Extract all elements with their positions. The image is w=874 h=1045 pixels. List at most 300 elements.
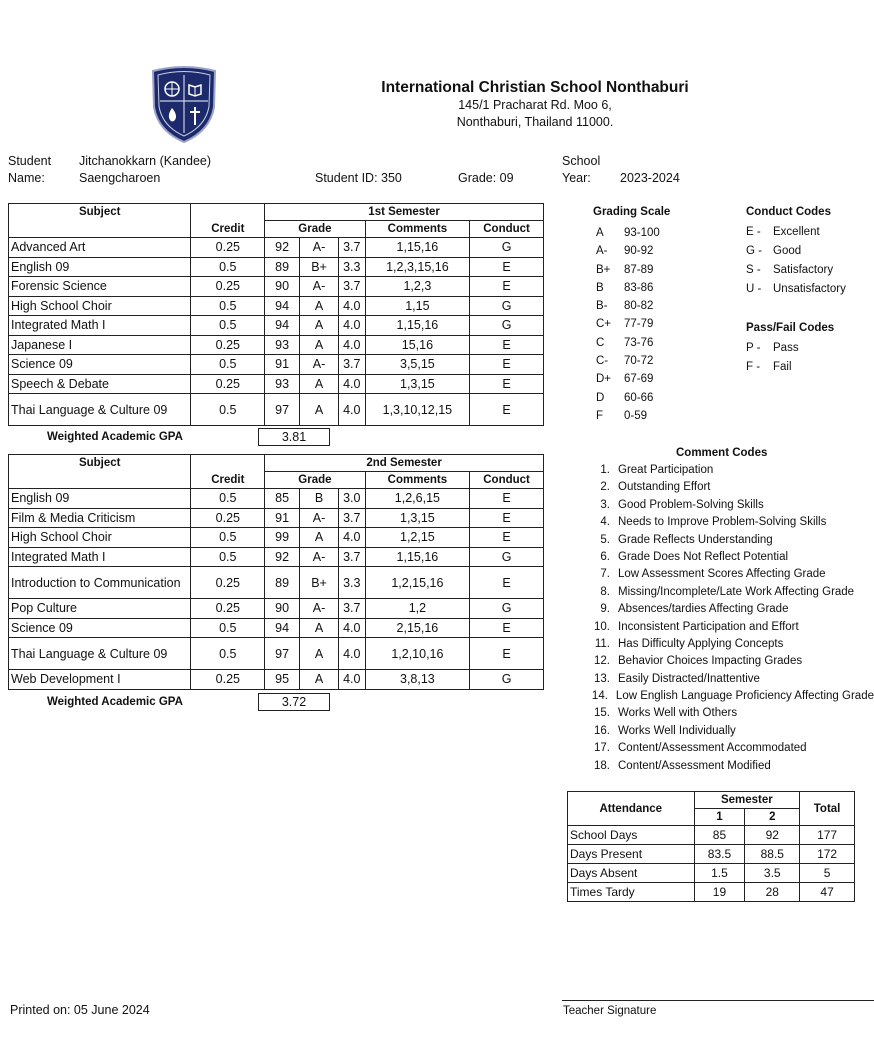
grade-letter: C- (596, 355, 609, 368)
comments-cell: 1,3,10,12,15 (365, 394, 470, 426)
grade-points-cell: 4.0 (338, 296, 365, 316)
comment-code-number: 9. (600, 603, 610, 616)
attendance-sem2: 3.5 (745, 864, 800, 883)
subject-cell: Advanced Art (9, 238, 191, 258)
credit-cell: 0.5 (191, 296, 265, 316)
teacher-signature-label: Teacher Signature (563, 1005, 657, 1017)
conduct-code: S - (746, 264, 761, 276)
comment-code-text: Low English Language Proficiency Affecting Grade (615, 690, 874, 703)
comments-cell: 1,2,10,16 (365, 638, 470, 670)
grade-points-cell: 4.0 (338, 394, 365, 426)
grading-scale-item (596, 352, 660, 370)
grading-scale-item (596, 261, 660, 279)
comment-code-number: 7. (600, 568, 610, 581)
sem2-comments-header: Comments (365, 472, 470, 489)
conduct-code-label: Unsatisfactory (773, 283, 846, 295)
comments-cell: 15,16 (365, 335, 470, 355)
attendance-label: School Days (568, 826, 695, 845)
table-row (9, 335, 544, 355)
grade-range: 80-82 (624, 300, 654, 313)
table-row (9, 238, 544, 258)
conduct-cell: E (470, 277, 544, 297)
grade-range: 93-100 (624, 227, 660, 239)
letter-grade-cell: A- (300, 508, 339, 528)
credit-cell: 0.5 (191, 316, 265, 336)
credit-cell: 0.5 (191, 528, 265, 548)
attendance-title: Attendance (568, 792, 695, 826)
sem2-gpa-value: 3.72 (258, 693, 330, 711)
grade-points-cell: 3.7 (338, 238, 365, 258)
comment-code-text: Behavior Choices Impacting Grades (618, 655, 803, 668)
score-cell: 92 (265, 238, 300, 258)
pass-fail-label: Pass (773, 342, 799, 354)
attendance-row (568, 883, 855, 902)
comment-code-text: Grade Does Not Reflect Potential (618, 550, 789, 563)
grade-letter: B (596, 281, 604, 294)
sem2-subject-header: Subject (9, 455, 191, 489)
comment-code-number: 13. (594, 672, 610, 685)
comment-code-number: 6. (600, 550, 610, 563)
comments-cell: 3,8,13 (365, 670, 470, 690)
comments-cell: 1,15 (365, 296, 470, 316)
score-cell: 97 (265, 638, 300, 670)
letter-grade-cell: A (300, 670, 339, 690)
letter-grade-cell: A (300, 394, 339, 426)
conduct-cell: E (470, 374, 544, 394)
student-label-line1: Student (8, 154, 52, 168)
pass-fail-code: P - (746, 342, 761, 354)
credit-cell: 0.25 (191, 374, 265, 394)
subject-cell: Pop Culture (9, 599, 191, 619)
subject-cell: Introduction to Communication (9, 567, 191, 599)
comments-cell: 1,15,16 (365, 316, 470, 336)
school-year-label-line2: Year: (562, 171, 591, 185)
student-grade: Grade: 09 (458, 171, 514, 185)
subject-cell: Speech & Debate (9, 374, 191, 394)
conduct-cell: E (470, 528, 544, 548)
letter-grade-cell: A- (300, 238, 339, 258)
attendance-rows (568, 826, 855, 902)
signature-line (562, 1000, 874, 1001)
attendance-label: Days Absent (568, 864, 695, 883)
grading-scale-item (596, 407, 660, 425)
score-cell: 91 (265, 508, 300, 528)
credit-cell: 0.5 (191, 638, 265, 670)
grade-range: 70-72 (624, 355, 654, 368)
comments-cell: 1,2,15 (365, 528, 470, 548)
sem2-conduct-header: Conduct (470, 472, 544, 489)
conduct-cell: G (470, 670, 544, 690)
conduct-cell: E (470, 257, 544, 277)
subject-cell: Thai Language & Culture 09 (9, 394, 191, 426)
table-row (9, 670, 544, 690)
comments-cell: 3,5,15 (365, 355, 470, 375)
grade-points-cell: 3.0 (338, 489, 365, 509)
subject-cell: High School Choir (9, 528, 191, 548)
letter-grade-cell: B+ (300, 257, 339, 277)
attendance-label: Days Present (568, 845, 695, 864)
letter-grade-cell: A- (300, 599, 339, 619)
comment-code-item (584, 584, 874, 601)
conduct-code-item (746, 223, 846, 242)
sem1-subject-header: Subject (9, 204, 191, 238)
comment-codes-title: Comment Codes (676, 447, 768, 459)
table-row (9, 599, 544, 619)
school-address-line2: Nonthaburi, Thailand 11000. (456, 115, 614, 129)
comment-code-number: 11. (594, 637, 610, 650)
sem2-grade-header: Grade (265, 472, 365, 489)
table-row (9, 638, 544, 670)
conduct-codes-list (746, 223, 846, 299)
comment-code-text: Content/Assessment Modified (618, 759, 771, 772)
attendance-total: 47 (800, 883, 855, 902)
conduct-code-item (746, 242, 846, 261)
score-cell: 97 (265, 394, 300, 426)
grade-range: 67-69 (624, 373, 654, 386)
comment-code-number: 8. (600, 585, 610, 598)
credit-cell: 0.25 (191, 277, 265, 297)
attendance-total-header: Total (800, 792, 855, 826)
grading-scale-item (596, 370, 660, 388)
comment-code-number: 16. (594, 724, 610, 737)
comment-code-number: 12. (594, 655, 610, 668)
comment-code-item (584, 740, 874, 757)
comment-code-item (584, 619, 874, 636)
table-row (9, 296, 544, 316)
grade-range: 83-86 (624, 281, 654, 294)
grading-scale-item (596, 334, 660, 352)
pass-fail-item (746, 339, 799, 358)
sem2-title: 2nd Semester (265, 455, 544, 472)
comment-code-text: Low Assessment Scores Affecting Grade (618, 568, 826, 581)
conduct-code: G - (746, 245, 762, 257)
printed-date: Printed on: 05 June 2024 (10, 1003, 150, 1017)
score-cell: 95 (265, 670, 300, 690)
grade-letter: B+ (596, 263, 611, 276)
comments-cell: 1,2 (365, 599, 470, 619)
grade-points-cell: 3.7 (338, 547, 365, 567)
score-cell: 89 (265, 257, 300, 277)
score-cell: 93 (265, 335, 300, 355)
subject-cell: English 09 (9, 257, 191, 277)
comment-code-item (584, 497, 874, 514)
conduct-cell: E (470, 335, 544, 355)
comment-code-text: Good Problem-Solving Skills (618, 498, 764, 511)
comment-code-text: Missing/Incomplete/Late Work Affecting Grade (618, 585, 855, 598)
sem1-rows (9, 238, 544, 426)
letter-grade-cell: A (300, 528, 339, 548)
comment-code-item (584, 479, 874, 496)
comments-cell: 1,2,3,15,16 (365, 257, 470, 277)
conduct-cell: E (470, 567, 544, 599)
sem1-grade-header: Grade (265, 221, 365, 238)
sem1-credit-header-blank (191, 204, 265, 221)
letter-grade-cell: A- (300, 547, 339, 567)
sem2-credit-header-blank (191, 455, 265, 472)
letter-grade-cell: B (300, 489, 339, 509)
grade-points-cell: 3.7 (338, 277, 365, 297)
subject-cell: Web Development I (9, 670, 191, 690)
subject-cell: Integrated Math I (9, 316, 191, 336)
grade-range: 0-59 (624, 409, 648, 422)
comment-code-number: 5. (600, 533, 610, 546)
conduct-code-label: Excellent (773, 226, 820, 238)
pass-fail-list (746, 339, 799, 377)
attendance-sem2: 88.5 (745, 845, 800, 864)
letter-grade-cell: A- (300, 277, 339, 297)
school-year: 2023-2024 (620, 171, 680, 185)
comment-code-item (584, 514, 874, 531)
grading-scale-item (596, 389, 660, 407)
conduct-cell: G (470, 238, 544, 258)
subject-cell: English 09 (9, 489, 191, 509)
letter-grade-cell: B+ (300, 567, 339, 599)
grade-points-cell: 3.7 (338, 508, 365, 528)
conduct-cell: E (470, 638, 544, 670)
score-cell: 91 (265, 355, 300, 375)
pass-fail-item (746, 358, 799, 377)
attendance-sem1: 19 (694, 883, 745, 902)
comment-code-item (584, 671, 874, 688)
conduct-code-item (746, 261, 846, 280)
score-cell: 99 (265, 528, 300, 548)
comment-code-text: Works Well Individually (618, 724, 736, 737)
credit-cell: 0.5 (191, 394, 265, 426)
conduct-code: E - (746, 226, 761, 238)
letter-grade-cell: A (300, 335, 339, 355)
pass-fail-label: Fail (773, 361, 792, 373)
grading-scale-item (596, 224, 660, 242)
attendance-sem1: 1.5 (694, 864, 745, 883)
attendance-sem2: 28 (745, 883, 800, 902)
comment-code-text: Needs to Improve Problem-Solving Skills (618, 516, 827, 529)
letter-grade-cell: A (300, 374, 339, 394)
comment-code-text: Grade Reflects Understanding (618, 533, 773, 546)
subject-cell: Integrated Math I (9, 547, 191, 567)
attendance-total: 177 (800, 826, 855, 845)
comment-code-text: Outstanding Effort (618, 481, 711, 494)
comment-code-item (584, 723, 874, 740)
credit-cell: 0.25 (191, 567, 265, 599)
grade-range: 73-76 (624, 336, 654, 349)
credit-cell: 0.25 (191, 599, 265, 619)
comment-code-number: 14. (591, 690, 608, 703)
conduct-cell: G (470, 296, 544, 316)
grade-points-cell: 3.3 (338, 567, 365, 599)
grade-range: 87-89 (624, 263, 654, 276)
table-row (9, 489, 544, 509)
attendance-total: 172 (800, 845, 855, 864)
comments-cell: 1,3,15 (365, 374, 470, 394)
comment-code-text: Inconsistent Participation and Effort (618, 620, 799, 633)
attendance-sem1: 83.5 (694, 845, 745, 864)
grade-points-cell: 4.0 (338, 316, 365, 336)
score-cell: 94 (265, 296, 300, 316)
sem1-credit-header: Credit (191, 221, 265, 238)
sem2-gpa-label: Weighted Academic GPA (47, 696, 183, 708)
grade-points-cell: 4.0 (338, 374, 365, 394)
letter-grade-cell: A (300, 296, 339, 316)
grade-range: 77-79 (624, 318, 654, 331)
grade-letter: F (596, 409, 604, 422)
attendance-sem2: 92 (745, 826, 800, 845)
subject-cell: Science 09 (9, 355, 191, 375)
subject-cell: Science 09 (9, 618, 191, 638)
credit-cell: 0.5 (191, 355, 265, 375)
table-row (9, 355, 544, 375)
attendance-semester-header: Semester (694, 792, 800, 809)
comment-code-text: Great Participation (618, 464, 714, 476)
comment-code-number: 10. (594, 620, 610, 633)
student-name-label (8, 153, 51, 187)
sem1-conduct-header: Conduct (470, 221, 544, 238)
grading-scale-item (596, 315, 660, 333)
letter-grade-cell: A (300, 316, 339, 336)
comment-code-text: Has Difficulty Applying Concepts (618, 637, 784, 650)
table-row (9, 508, 544, 528)
grade-points-cell: 3.7 (338, 599, 365, 619)
score-cell: 93 (265, 374, 300, 394)
table-row (9, 257, 544, 277)
grade-points-cell: 3.3 (338, 257, 365, 277)
conduct-code: U - (746, 283, 762, 295)
grade-points-cell: 4.0 (338, 670, 365, 690)
semester1-grades-table (8, 203, 544, 426)
attendance-sem1: 85 (694, 826, 745, 845)
sem1-gpa-label: Weighted Academic GPA (47, 431, 183, 443)
grade-letter: C (596, 336, 605, 349)
conduct-cell: G (470, 599, 544, 619)
grading-scale-list (596, 224, 660, 425)
grade-points-cell: 4.0 (338, 638, 365, 670)
student-last-name: Saengcharoen (79, 171, 161, 185)
grading-scale-item (596, 242, 660, 260)
comments-cell: 1,2,6,15 (365, 489, 470, 509)
conduct-cell: G (470, 547, 544, 567)
comment-codes-list (584, 462, 874, 775)
table-row (9, 277, 544, 297)
comment-code-item (584, 601, 874, 618)
conduct-codes-title: Conduct Codes (746, 206, 831, 218)
school-header (360, 78, 710, 131)
conduct-cell: E (470, 489, 544, 509)
credit-cell: 0.5 (191, 489, 265, 509)
sem1-title: 1st Semester (265, 204, 544, 221)
grade-letter: A (596, 227, 604, 239)
grade-range: 60-66 (624, 391, 654, 404)
comment-code-item (584, 653, 874, 670)
credit-cell: 0.5 (191, 547, 265, 567)
comment-code-item (584, 566, 874, 583)
attendance-total: 5 (800, 864, 855, 883)
score-cell: 94 (265, 316, 300, 336)
grade-letter: D (596, 391, 605, 404)
conduct-cell: G (470, 316, 544, 336)
grading-scale-item (596, 279, 660, 297)
comments-cell: 1,15,16 (365, 238, 470, 258)
student-first-name: Jitchanokkarn (Kandee) (79, 154, 212, 168)
grade-letter: B- (596, 300, 608, 313)
subject-cell: Japanese I (9, 335, 191, 355)
table-row (9, 528, 544, 548)
grade-letter: C+ (596, 318, 612, 331)
comment-code-number: 15. (594, 707, 610, 720)
comment-code-number: 18. (594, 759, 610, 772)
sem2-credit-header: Credit (191, 472, 265, 489)
pass-fail-title: Pass/Fail Codes (746, 322, 835, 334)
credit-cell: 0.25 (191, 508, 265, 528)
student-id: Student ID: 350 (315, 171, 402, 185)
attendance-row (568, 826, 855, 845)
table-row (9, 567, 544, 599)
table-row (9, 618, 544, 638)
score-cell: 90 (265, 277, 300, 297)
letter-grade-cell: A (300, 618, 339, 638)
attendance-sem1-header: 1 (694, 809, 745, 826)
table-row (9, 374, 544, 394)
attendance-row (568, 845, 855, 864)
grade-points-cell: 4.0 (338, 528, 365, 548)
score-cell: 94 (265, 618, 300, 638)
comment-code-item (584, 532, 874, 549)
comments-cell: 1,15,16 (365, 547, 470, 567)
comments-cell: 2,15,16 (365, 618, 470, 638)
comment-code-number: 2. (600, 481, 610, 494)
comment-code-text: Easily Distracted/Inattentive (618, 672, 760, 685)
conduct-code-item (746, 280, 846, 299)
score-cell: 85 (265, 489, 300, 509)
conduct-cell: E (470, 508, 544, 528)
credit-cell: 0.25 (191, 670, 265, 690)
comment-code-number: 4. (600, 516, 610, 529)
attendance-table (567, 791, 855, 902)
school-crest-logo (150, 65, 218, 143)
grade-points-cell: 4.0 (338, 335, 365, 355)
grading-scale-item (596, 297, 660, 315)
grading-scale-title: Grading Scale (593, 206, 671, 218)
subject-cell: Film & Media Criticism (9, 508, 191, 528)
student-label-line2: Name: (8, 171, 45, 185)
school-year-label-line1: School (562, 154, 601, 168)
sem2-rows (9, 489, 544, 690)
attendance-sem2-header: 2 (745, 809, 800, 826)
comment-code-number: 17. (594, 742, 610, 755)
subject-cell: Forensic Science (9, 277, 191, 297)
sem1-gpa-value: 3.81 (258, 428, 330, 446)
comments-cell: 1,3,15 (365, 508, 470, 528)
school-name: International Christian School Nonthaburi (381, 79, 689, 96)
score-cell: 90 (265, 599, 300, 619)
score-cell: 92 (265, 547, 300, 567)
student-name (79, 153, 211, 187)
grade-letter: A- (596, 245, 608, 258)
semester2-grades-table (8, 454, 544, 690)
score-cell: 89 (265, 567, 300, 599)
table-row (9, 316, 544, 336)
letter-grade-cell: A- (300, 355, 339, 375)
letter-grade-cell: A (300, 638, 339, 670)
pass-fail-code: F - (746, 361, 761, 373)
table-row (9, 547, 544, 567)
school-year-label (562, 153, 600, 187)
credit-cell: 0.25 (191, 335, 265, 355)
attendance-label: Times Tardy (568, 883, 695, 902)
grade-letter: D+ (596, 373, 612, 386)
comments-cell: 1,2,15,16 (365, 567, 470, 599)
credit-cell: 0.5 (191, 618, 265, 638)
school-address-line1: 145/1 Pracharat Rd. Moo 6, (458, 98, 612, 112)
comment-code-number: 3. (600, 498, 610, 511)
